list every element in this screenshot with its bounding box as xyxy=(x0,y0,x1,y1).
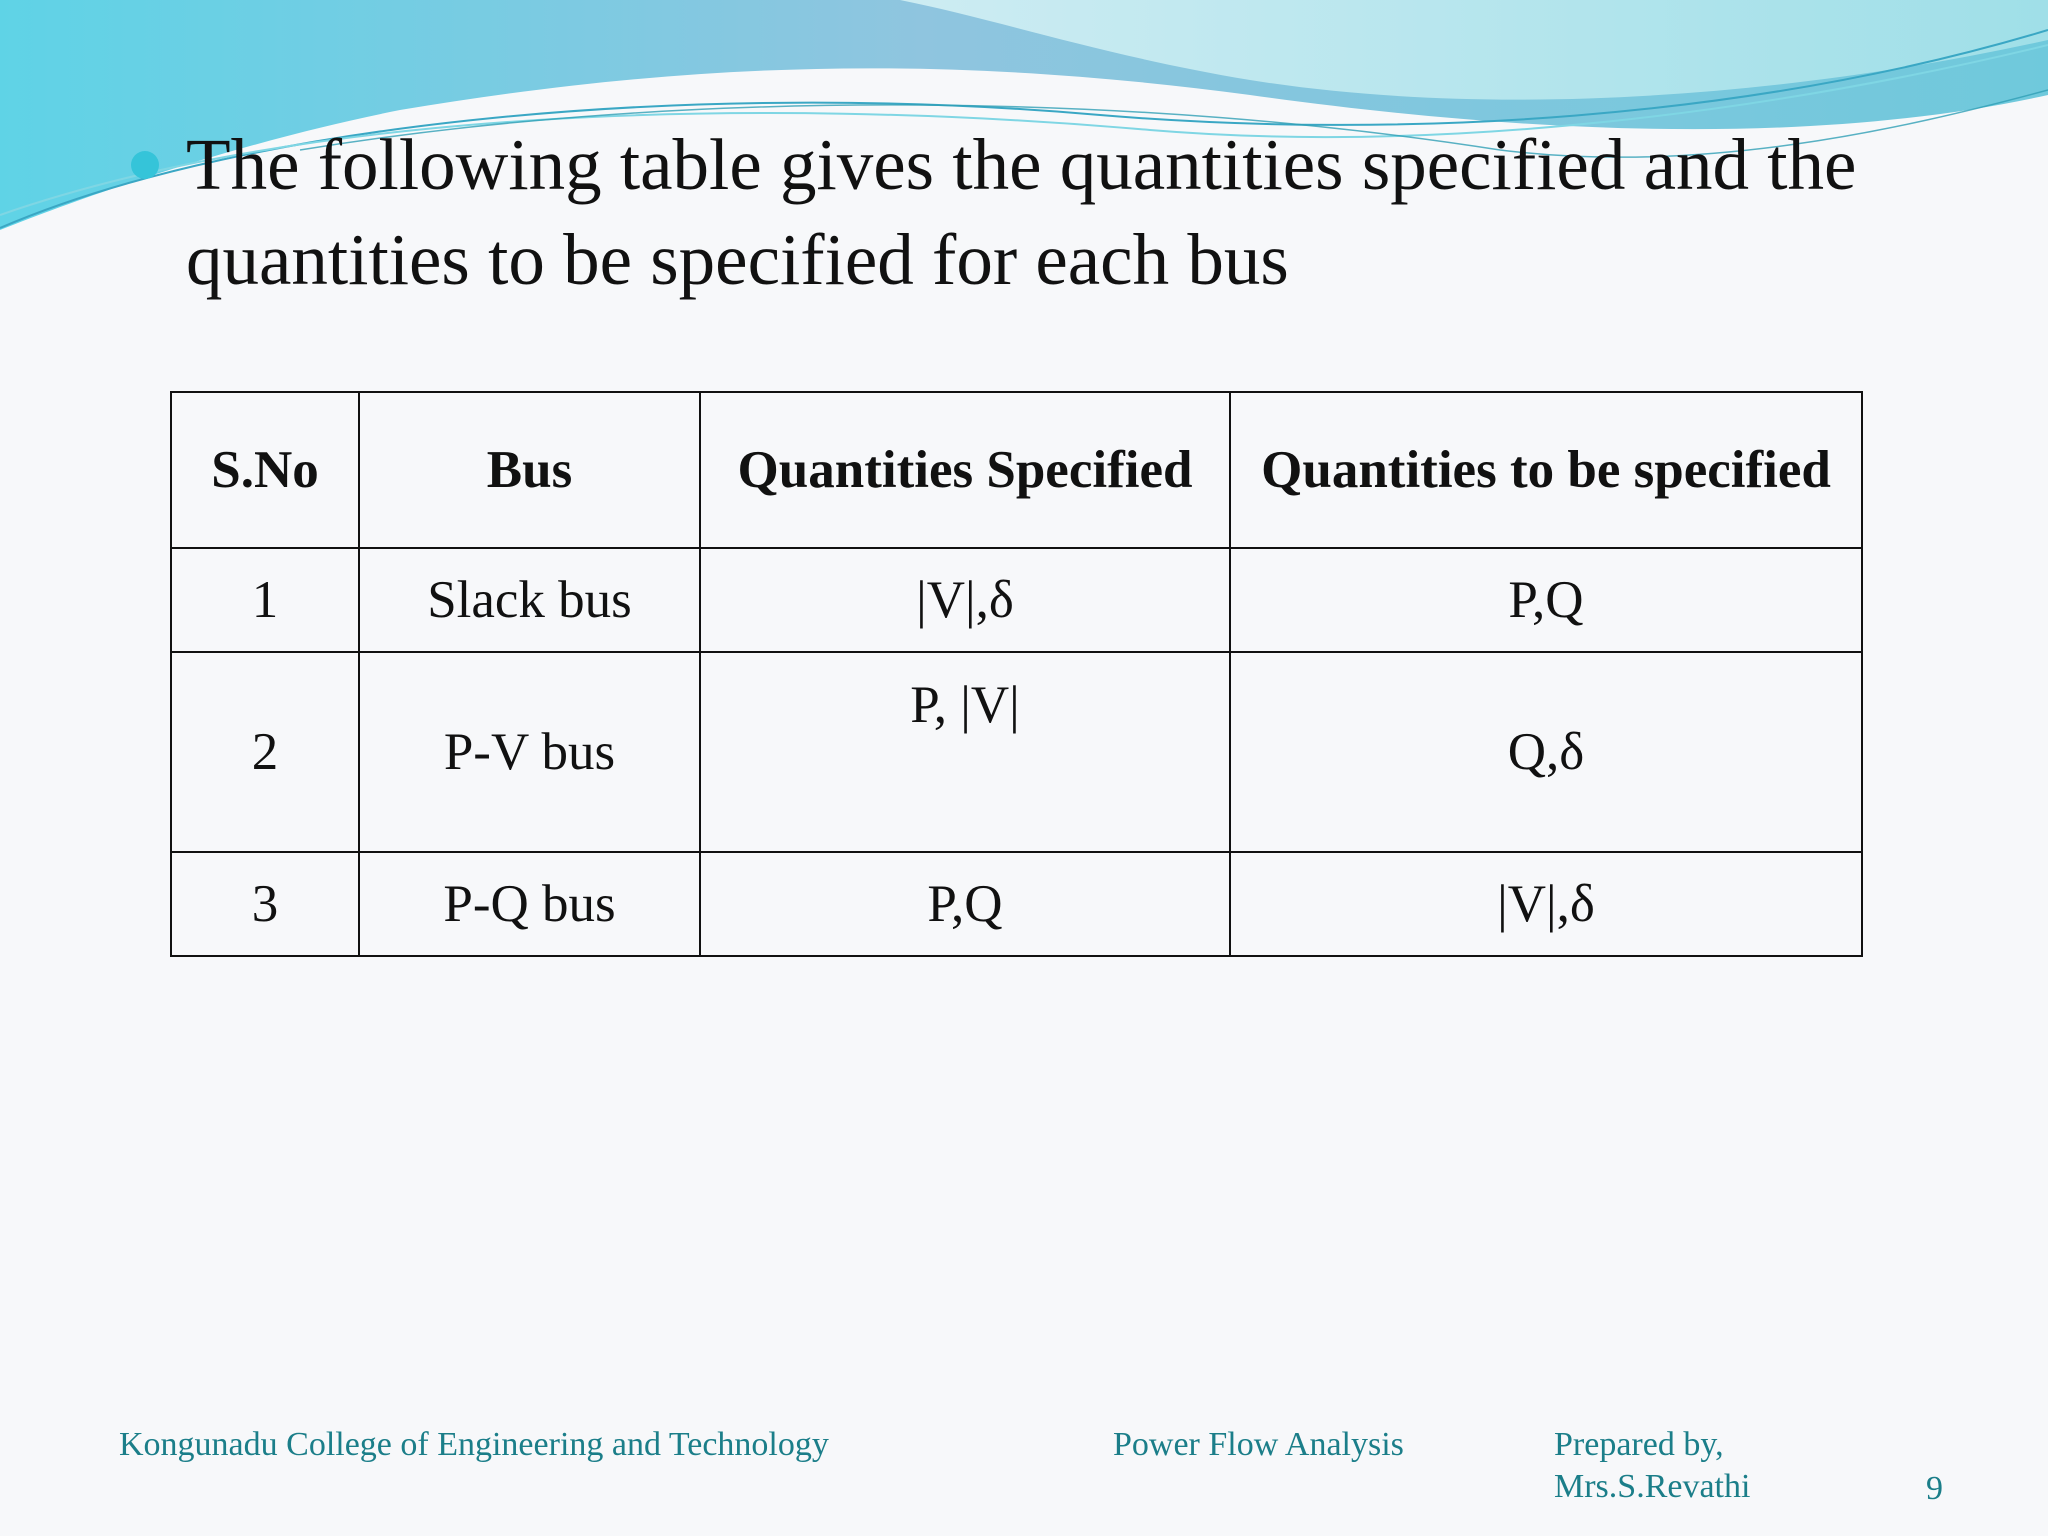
footer-prepared-by: Prepared by, xyxy=(1554,1426,1724,1463)
header-bus: Bus xyxy=(359,392,700,548)
table-row xyxy=(171,652,1862,852)
footer-topic: Power Flow Analysis xyxy=(1113,1426,1404,1463)
cell-sno: 3 xyxy=(171,852,359,956)
table-header-row xyxy=(171,392,1862,548)
table-row xyxy=(171,852,1862,956)
cell-quantities-specified: |V|,δ xyxy=(700,548,1230,652)
header-sno: S.No xyxy=(171,392,359,548)
cell-sno: 2 xyxy=(171,652,359,852)
cell-quantities-to-be-specified: P,Q xyxy=(1230,548,1862,652)
cell-sno: 1 xyxy=(171,548,359,652)
cell-bus: P-V bus xyxy=(359,652,700,852)
cell-quantities-to-be-specified: Q,δ xyxy=(1230,652,1862,852)
cell-quantities-to-be-specified: |V|,δ xyxy=(1230,852,1862,956)
header-quantities-to-be-specified: Quantities to be specified xyxy=(1230,392,1862,548)
footer-college-name: Kongunadu College of Engineering and Technology xyxy=(119,1426,829,1463)
cell-bus: Slack bus xyxy=(359,548,700,652)
cell-quantities-specified: P,Q xyxy=(700,852,1230,956)
bullet-dot-icon xyxy=(131,151,159,179)
cell-quantities-specified: P, |V| xyxy=(700,652,1230,852)
cell-bus: P-Q bus xyxy=(359,852,700,956)
header-quantities-specified: Quantities Specified xyxy=(700,392,1230,548)
bus-quantities-table xyxy=(170,391,1863,957)
table-row xyxy=(171,548,1862,652)
footer-author xyxy=(1554,1424,1750,1508)
footer-author-name: Mrs.S.Revathi xyxy=(1554,1468,1751,1505)
page-number: 9 xyxy=(1926,1470,1943,1507)
bullet-text: The following table gives the quantities specified and the quantities to be specified for each bus xyxy=(186,124,1857,300)
